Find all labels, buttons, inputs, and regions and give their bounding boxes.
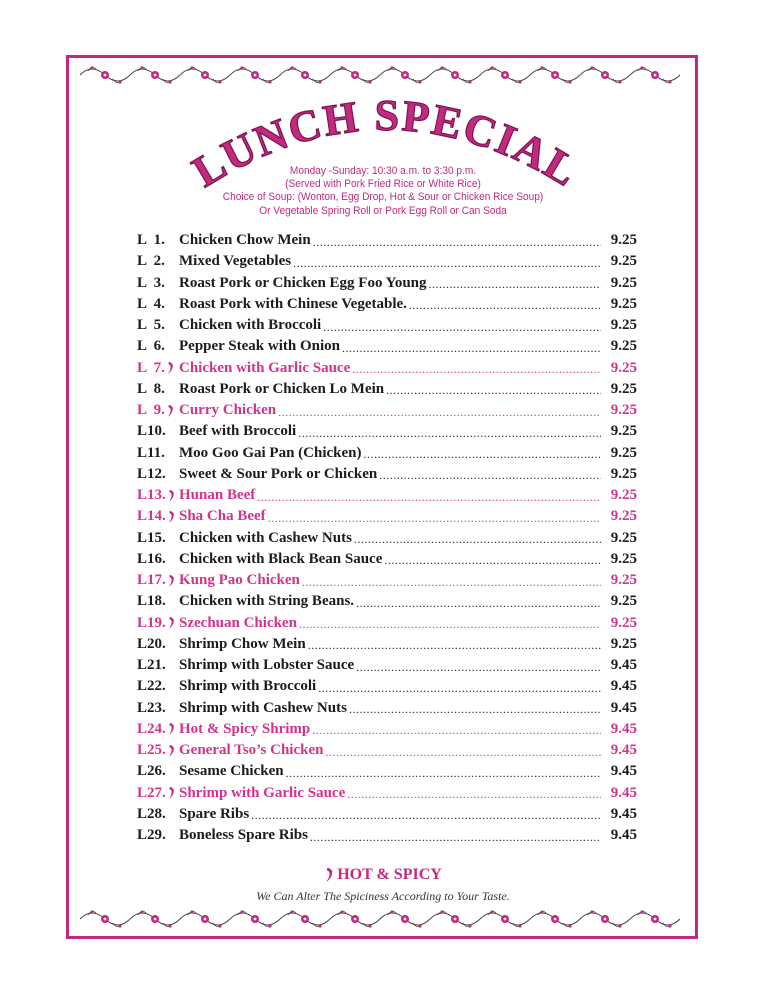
item-price: 9.25 xyxy=(610,423,637,440)
item-price: 9.45 xyxy=(610,678,637,695)
menu-item xyxy=(137,315,637,336)
item-code xyxy=(137,700,179,717)
dot-leader xyxy=(302,573,601,589)
menu-item xyxy=(137,506,637,527)
menu-item xyxy=(137,676,637,697)
chili-pepper-icon xyxy=(167,786,177,800)
item-code-text: L20. xyxy=(137,635,166,652)
item-price: 9.25 xyxy=(610,253,637,270)
dot-leader xyxy=(356,658,601,674)
legend-note: We Can Alter The Spiciness According to Your Taste. xyxy=(256,889,510,903)
dot-leader xyxy=(352,360,601,376)
item-code-text: L15. xyxy=(137,529,166,546)
menu-item xyxy=(137,294,637,315)
item-code-text: L17. xyxy=(137,572,166,589)
item-price: 9.25 xyxy=(610,274,637,291)
dot-leader xyxy=(278,403,601,419)
item-price: 9.25 xyxy=(610,614,637,631)
item-code xyxy=(137,445,179,462)
item-code-text: L 2. xyxy=(137,253,165,270)
dot-leader xyxy=(354,530,601,546)
item-code xyxy=(137,466,179,483)
item-code-text: L 6. xyxy=(137,338,165,355)
menu-item xyxy=(137,400,637,421)
item-price: 9.45 xyxy=(610,720,637,737)
item-code xyxy=(137,381,179,398)
menu-item xyxy=(137,783,637,804)
hot-spicy-legend xyxy=(160,866,606,904)
item-code-text: L 5. xyxy=(137,317,165,334)
item-code-text: L11. xyxy=(137,444,165,461)
item-name: Shrimp with Garlic Sauce xyxy=(179,784,346,801)
item-code xyxy=(137,232,179,249)
item-code-text: L21. xyxy=(137,657,166,674)
item-code-text: L23. xyxy=(137,699,166,716)
item-name: Kung Pao Chicken xyxy=(179,572,300,589)
item-name: Chicken Chow Mein xyxy=(179,232,311,249)
item-name: Spare Ribs xyxy=(179,805,250,822)
item-name: Sha Cha Beef xyxy=(179,508,266,525)
item-name: Beef with Broccoli xyxy=(179,423,297,440)
item-code xyxy=(137,487,179,504)
item-code xyxy=(137,572,179,589)
item-name: Roast Pork with Chinese Vegetable. xyxy=(179,295,407,312)
item-price: 9.25 xyxy=(610,508,637,525)
item-price: 9.25 xyxy=(610,402,637,419)
dot-leader xyxy=(257,488,601,504)
menu-item xyxy=(137,804,637,825)
item-code xyxy=(137,827,179,844)
item-name: Shrimp with Lobster Sauce xyxy=(179,657,355,674)
dot-leader xyxy=(364,445,602,461)
item-price: 9.45 xyxy=(610,827,637,844)
menu-item xyxy=(137,591,637,612)
item-name: Hunan Beef xyxy=(179,487,256,504)
menu-item xyxy=(137,443,637,464)
item-code-text: L14. xyxy=(137,508,166,525)
item-code xyxy=(137,678,179,695)
dot-leader xyxy=(349,700,601,716)
item-price: 9.25 xyxy=(610,529,637,546)
dot-leader xyxy=(308,636,601,652)
item-price: 9.45 xyxy=(610,657,637,674)
item-name: Chicken with String Beans. xyxy=(179,593,355,610)
dot-leader xyxy=(347,785,601,801)
chili-pepper-icon xyxy=(166,361,176,375)
item-code-text: L18. xyxy=(137,593,166,610)
dot-leader xyxy=(429,275,601,291)
menu-item xyxy=(137,719,637,740)
item-name: Chicken with Garlic Sauce xyxy=(179,359,351,376)
item-code xyxy=(137,636,179,653)
dot-leader xyxy=(293,254,601,270)
legend-label: HOT & SPICY xyxy=(337,866,442,883)
item-name: Shrimp with Cashew Nuts xyxy=(179,699,347,716)
item-name: Chicken with Cashew Nuts xyxy=(179,529,352,546)
item-code-text: L19. xyxy=(137,614,166,631)
dot-leader xyxy=(318,679,601,695)
item-price: 9.25 xyxy=(610,317,637,334)
menu-item xyxy=(137,634,637,655)
item-code xyxy=(137,763,179,780)
item-code xyxy=(137,360,179,377)
item-code-text: L10. xyxy=(137,423,166,440)
chili-pepper-icon xyxy=(167,574,177,588)
item-name: Sweet & Sour Pork or Chicken xyxy=(179,465,378,482)
dot-leader xyxy=(342,339,601,355)
item-name: Mixed Vegetables xyxy=(179,253,292,270)
floral-vine-border-bottom xyxy=(80,906,680,932)
item-name: Sesame Chicken xyxy=(179,763,284,780)
dot-leader xyxy=(286,764,601,780)
dot-leader xyxy=(384,551,601,567)
menu-item xyxy=(137,336,637,357)
menu-item xyxy=(137,570,637,591)
item-code-text: L16. xyxy=(137,550,166,567)
dot-leader xyxy=(409,296,601,312)
dot-leader xyxy=(312,721,601,737)
menu-item xyxy=(137,358,637,379)
item-code-text: L24. xyxy=(137,720,166,737)
chili-pepper-icon xyxy=(167,489,177,503)
item-price: 9.45 xyxy=(610,784,637,801)
chili-pepper-icon xyxy=(167,616,177,630)
dot-leader xyxy=(299,615,601,631)
info-soup: Choice of Soup: (Wonton, Egg Drop, Hot & Sour or Chicken Rice Soup) xyxy=(222,191,544,204)
dot-leader xyxy=(268,509,601,525)
menu-item xyxy=(137,549,637,570)
item-name: Hot & Spicy Shrimp xyxy=(179,720,311,737)
item-code xyxy=(137,253,179,270)
info-side: Or Vegetable Spring Roll or Pork Egg Roll or Can Soda xyxy=(259,204,507,217)
menu-item xyxy=(137,698,637,719)
item-price: 9.25 xyxy=(610,465,637,482)
info-rice: (Served with Pork Fried Rice or White Rice) xyxy=(285,178,481,191)
dot-leader xyxy=(386,381,601,397)
item-name: Pepper Steak with Onion xyxy=(179,338,340,355)
item-code xyxy=(137,423,179,440)
menu-item xyxy=(137,230,637,251)
item-price: 9.45 xyxy=(610,699,637,716)
menu-title-text: LUNCH SPECIAL xyxy=(184,90,588,197)
dot-leader xyxy=(251,806,601,822)
item-code xyxy=(137,742,179,759)
item-price: 9.25 xyxy=(610,572,637,589)
menu-item xyxy=(137,761,637,782)
item-code xyxy=(137,275,179,292)
item-name: Shrimp with Broccoli xyxy=(179,678,317,695)
item-price: 9.25 xyxy=(610,444,637,461)
item-code-text: L25. xyxy=(137,742,166,759)
item-price: 9.45 xyxy=(610,763,637,780)
item-code-text: L22. xyxy=(137,678,166,695)
item-price: 9.45 xyxy=(610,805,637,822)
info-hours: Monday -Sunday: 10:30 a.m. to 3:30 p.m. xyxy=(289,165,477,177)
dot-leader xyxy=(323,318,601,334)
item-name: Roast Pork or Chicken Egg Foo Young xyxy=(179,274,427,291)
item-code-text: L27. xyxy=(137,784,166,801)
lunch-info xyxy=(178,165,588,218)
item-price: 9.25 xyxy=(610,593,637,610)
floral-vine-border-top xyxy=(80,62,680,88)
item-name: Chicken with Black Bean Sauce xyxy=(179,550,383,567)
item-name: Chicken with Broccoli xyxy=(179,317,322,334)
menu-item xyxy=(137,273,637,294)
item-code-text: L28. xyxy=(137,805,166,822)
chili-pepper-icon xyxy=(166,404,176,418)
item-code xyxy=(137,317,179,334)
item-code-text: L 9. xyxy=(137,402,165,419)
item-name: Roast Pork or Chicken Lo Mein xyxy=(179,380,385,397)
chili-pepper-icon xyxy=(167,744,177,758)
item-code xyxy=(137,615,179,632)
dot-leader xyxy=(379,466,601,482)
item-code xyxy=(137,551,179,568)
menu-item xyxy=(137,528,637,549)
dot-leader xyxy=(310,828,601,844)
item-name: Moo Goo Gai Pan (Chicken) xyxy=(179,444,362,461)
chili-pepper-icon xyxy=(324,867,336,883)
item-code xyxy=(137,296,179,313)
item-code xyxy=(137,721,179,738)
dot-leader xyxy=(298,424,601,440)
chili-pepper-icon xyxy=(167,510,177,524)
legend-title xyxy=(324,866,442,884)
item-code-text: L12. xyxy=(137,465,166,482)
item-code-text: L 3. xyxy=(137,274,165,291)
item-code-text: L 8. xyxy=(137,380,165,397)
item-name: Curry Chicken xyxy=(179,402,277,419)
menu-item xyxy=(137,379,637,400)
item-name: General Tso’s Chicken xyxy=(179,742,324,759)
item-price: 9.45 xyxy=(610,742,637,759)
item-code xyxy=(137,338,179,355)
item-code-text: L 7. xyxy=(137,359,165,376)
menu-item xyxy=(137,825,637,846)
item-code-text: L29. xyxy=(137,827,166,844)
item-code xyxy=(137,530,179,547)
item-code-text: L 1. xyxy=(137,232,165,249)
dot-leader xyxy=(356,594,601,610)
item-name: Shrimp Chow Mein xyxy=(179,635,306,652)
item-name: Szechuan Chicken xyxy=(179,614,297,631)
menu-item xyxy=(137,251,637,272)
menu-item xyxy=(137,655,637,676)
menu-item xyxy=(137,740,637,761)
item-price: 9.25 xyxy=(610,359,637,376)
menu-list xyxy=(137,230,637,846)
item-price: 9.25 xyxy=(610,232,637,249)
item-code-text: L 4. xyxy=(137,295,165,312)
menu-item xyxy=(137,464,637,485)
item-code xyxy=(137,402,179,419)
item-price: 9.25 xyxy=(610,487,637,504)
item-price: 9.25 xyxy=(610,550,637,567)
menu-item xyxy=(137,421,637,442)
item-code xyxy=(137,593,179,610)
menu-item xyxy=(137,485,637,506)
menu-item xyxy=(137,613,637,634)
item-price: 9.25 xyxy=(610,380,637,397)
item-price: 9.25 xyxy=(610,338,637,355)
item-code xyxy=(137,806,179,823)
item-code xyxy=(137,657,179,674)
item-price: 9.25 xyxy=(610,635,637,652)
dot-leader xyxy=(325,743,601,759)
chili-pepper-icon xyxy=(167,722,177,736)
dot-leader xyxy=(313,233,601,249)
item-name: Boneless Spare Ribs xyxy=(179,827,308,844)
item-code-text: L26. xyxy=(137,763,166,780)
item-price: 9.25 xyxy=(610,295,637,312)
item-code-text: L13. xyxy=(137,487,166,504)
item-code xyxy=(137,785,179,802)
item-code xyxy=(137,508,179,525)
